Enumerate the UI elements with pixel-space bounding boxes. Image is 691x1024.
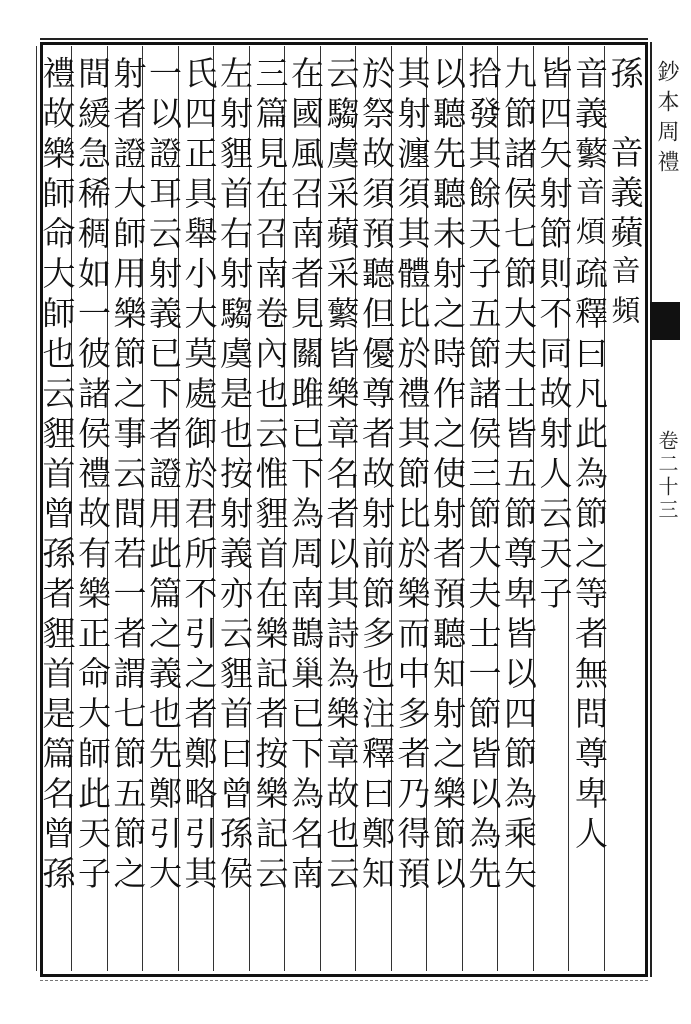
text-column <box>356 56 396 971</box>
text-column <box>534 56 574 971</box>
text-column <box>179 56 219 971</box>
text-column <box>285 56 325 971</box>
bottom-fragment <box>40 980 648 993</box>
text-column <box>214 56 254 971</box>
text-segment: 孫 <box>605 56 645 135</box>
text-column <box>72 56 112 971</box>
text-column <box>108 56 148 971</box>
text-segment: 蘋 <box>605 215 645 255</box>
text-segment: 在國風召南者見關雎已下為周南鵲巢已下為名南 <box>286 56 325 896</box>
text-segment: 皆四矢射節則不同故射人云天子 <box>534 56 574 616</box>
column-divider <box>36 46 37 971</box>
text-segment: 射者證大師用樂節之事云間若一者謂七節五節之 <box>108 56 148 896</box>
text-segment: 疏 <box>570 256 609 296</box>
text-segment: 其射瀍須其體比於禮其節比於樂而中多者乃得預 <box>392 56 432 896</box>
text-segment: 音煩 <box>572 176 606 256</box>
text-segment: 左射貍首右射騶虞是也按射義亦云貍首曰曾孫侯 <box>215 56 254 896</box>
text-segment: 一以證耳云射義已下者證用此篇之義也先鄭引大 <box>144 56 183 896</box>
text-segment: 蘩 <box>570 136 609 176</box>
text-segment: 禮故樂師命大師也云貍首曾孫者貍首是篇名曾孫 <box>37 56 77 896</box>
text-column <box>321 56 361 971</box>
text-segment: 間緩急稀稠如一彼諸侯禮故有樂正命大師此天子 <box>73 56 112 896</box>
text-segment: 於祭故須預聽但優尊者故射前節多也注釋曰鄭知 <box>357 56 396 896</box>
fish-tail-mark <box>650 302 680 340</box>
text-column <box>392 56 432 971</box>
text-column <box>37 56 77 971</box>
text-column <box>605 56 645 971</box>
text-column <box>143 56 183 971</box>
margin-book-title: 鈔本周禮 <box>654 60 679 180</box>
margin-juan-number: 卷二十三 <box>655 430 679 522</box>
top-border-rule <box>40 38 648 40</box>
text-column <box>569 56 609 971</box>
text-column <box>250 56 290 971</box>
text-segment: 音頻 <box>607 255 642 335</box>
text-column <box>427 56 467 971</box>
text-segment: 以聽先聽未射之時作之使射者預聽知射之樂節以 <box>428 56 467 896</box>
text-segment: 釋曰凡此為節之等者無問尊卑人 <box>570 296 609 856</box>
text-segment: 拾發其餘天子五節諸侯三節大夫士一節皆以為先 <box>463 56 503 896</box>
text-column <box>463 56 503 971</box>
text-segment: 音義 <box>570 56 609 136</box>
text-segment: 九節諸侯七節大夫士皆五節尊卑皆以四節為乘矢 <box>499 56 538 896</box>
text-segment: 氏四正具舉小大莫處御於君所不引之者鄭略引其 <box>179 56 219 896</box>
text-segment: 云騶虞采蘋采蘩皆樂章名者以其詩為樂章故也云 <box>321 56 361 896</box>
text-segment: 音義 <box>605 135 645 215</box>
text-segment: 三篇見在召南卷內也云惟貍首在樂記者按樂記云 <box>250 56 290 896</box>
text-column <box>498 56 538 971</box>
